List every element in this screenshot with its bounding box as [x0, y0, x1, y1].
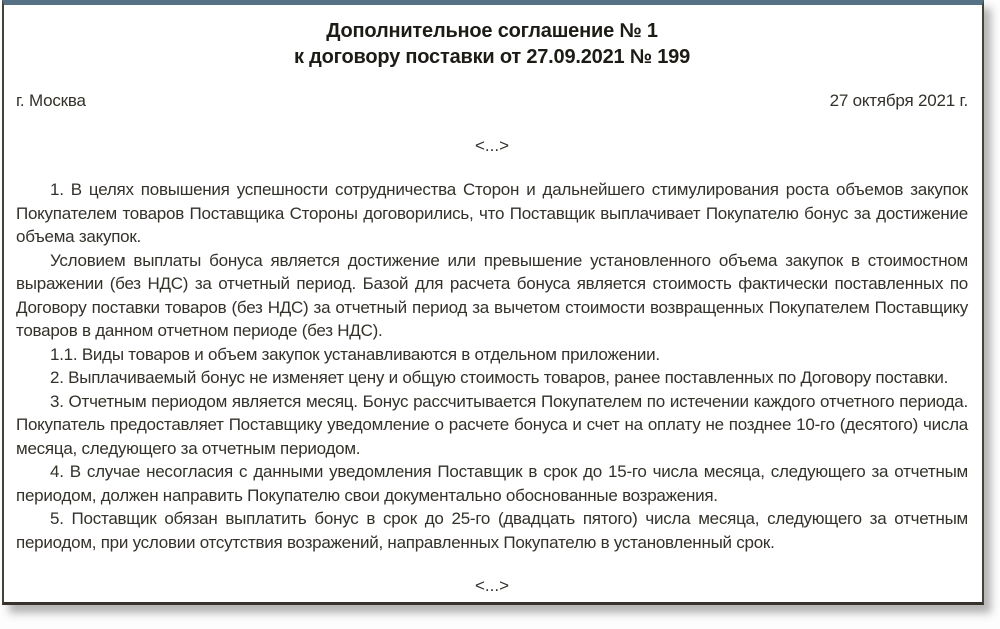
- paragraph-3: 1.1. Виды товаров и объем закупок устанавливаются в отдельном приложении.: [50, 344, 660, 364]
- document-content: [4, 18, 982, 597]
- paragraph-7: 5. Поставщик обязан выплатить бонус в срок до 25-го (двадцать пятого) числа месяца, следующего за отчетным периодом, при условии отсутствия возражений, направленных Покупателю в установленный срок.: [16, 509, 968, 552]
- date-label: 27 октября 2021 г.: [829, 91, 968, 110]
- document-title-line-2: к договору поставки от 27.09.2021 № 199: [293, 46, 691, 68]
- paragraph-4: 2. Выплачиваемый бонус не изменяет цену и общую стоимость товаров, ранее поставленных по Договору поставки.: [50, 368, 949, 387]
- document-title-line-1: Дополнительное соглашение № 1: [326, 20, 658, 42]
- omission-mark-bottom: <...>: [474, 576, 510, 595]
- document-body: [16, 178, 968, 554]
- place-date-row: [16, 89, 968, 112]
- paragraph-1: 1. В целях повышения успешности сотрудничества Сторон и дальнейшего стимулирования роста объемов закупок Покупателем товаров Поставщика Стороны договорились, что Поставщик выплачивает Покупателю бонус за достижение объема закупок.: [16, 180, 968, 246]
- agreement-document: [2, 0, 984, 605]
- place-label: г. Москва: [16, 91, 86, 110]
- omission-mark-top: <...>: [474, 136, 510, 155]
- paragraph-5: 3. Отчетным периодом является месяц. Бонус рассчитывается Покупателем по истечении каждого отчетного периода. Покупатель предоставляет Поставщику уведомление о расчете бонуса и счет на оплату не позднее 10-го (десятого) числа месяца, следующего за отчетным периодом.: [16, 391, 968, 458]
- document-title: [16, 18, 968, 70]
- paragraph-6: 4. В случае несогласия с данными уведомления Поставщик в срок до 15-го числа месяца, следующего за отчетным периодом, должен направить Покупателю свои документально обоснованные возражения.: [16, 462, 968, 505]
- paragraph-2: Условием выплаты бонуса является достижение или превышение установленного объема закупок в стоимостном выражении (без НДС) за отчетный период. Базой для расчета бонуса является стоимость фактически поставленных по Договору поставки товаров (без НДС) за отчетный период за вычетом стоимости возвращенных Покупателем Поставщику товаров в данном отчетном периоде (без НДС).: [16, 250, 968, 340]
